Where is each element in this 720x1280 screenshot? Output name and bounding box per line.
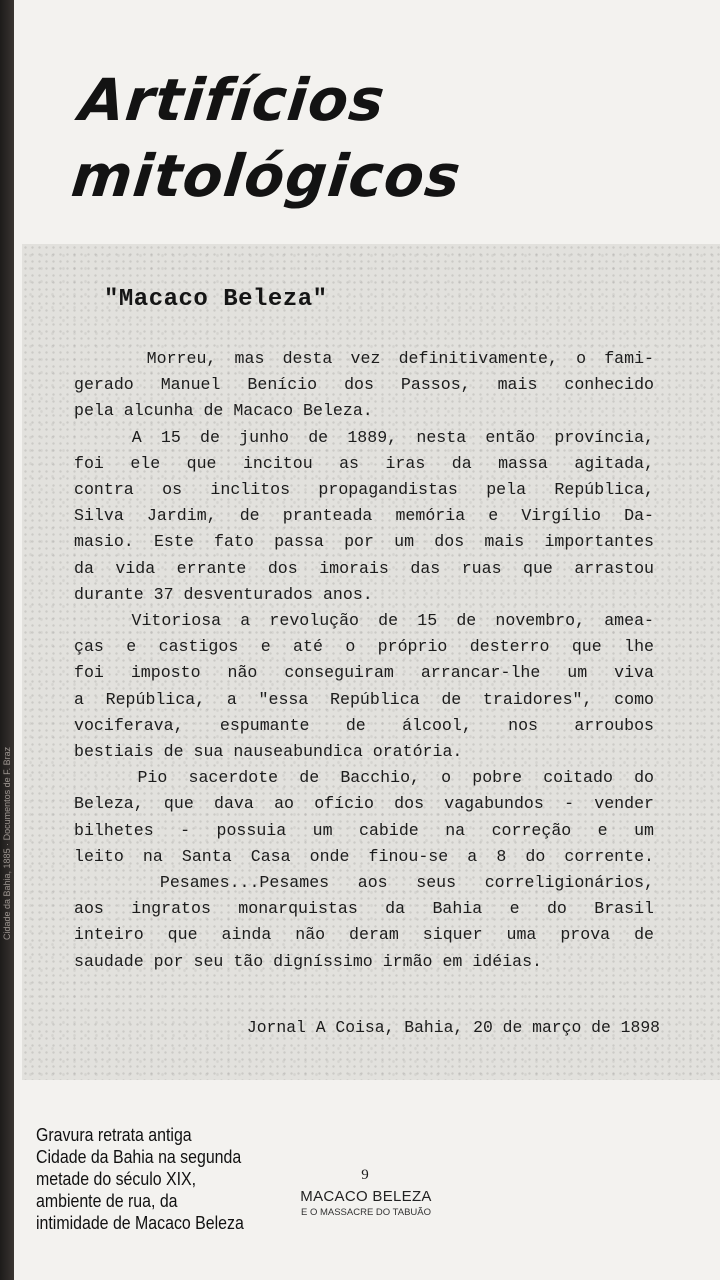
clipping-line: Vitoriosa a revolução de 15 de novembro, amea- bbox=[74, 611, 654, 631]
clipping-line: Beleza, que dava ao ofício dos vagabundos - vender bbox=[74, 794, 654, 814]
clipping-body bbox=[74, 346, 654, 975]
clipping-line: bilhetes - possuia um cabide na correção e um bbox=[74, 820, 654, 840]
clipping-line: A 15 de junho de 1889, nesta então província, bbox=[74, 427, 654, 447]
spine-text: Cidade da Bahia, 1885 · Documentos de F. Braz bbox=[2, 746, 12, 940]
page-number: 9 bbox=[361, 1167, 369, 1183]
headline-line-2: mitológicos bbox=[68, 142, 465, 210]
clipping-line: a República, a "essa República de traidores", como bbox=[74, 689, 654, 709]
clipping-line: da vida errante dos imorais das ruas que arrastou bbox=[74, 558, 654, 578]
clipping-source: Jornal A Coisa, Bahia, 20 de março de 1898 bbox=[246, 1018, 660, 1037]
image-caption bbox=[36, 1124, 251, 1234]
clipping-line: leito na Santa Casa onde finou-se a 8 do corrente. bbox=[74, 846, 654, 866]
clipping-line: inteiro que ainda não deram siquer uma prova de bbox=[74, 925, 654, 945]
caption-line: metade do século XIX, bbox=[36, 1168, 197, 1189]
clipping-line: Pesames...Pesames aos seus correligionários, bbox=[74, 873, 654, 893]
clipping-line: saudade por seu tão digníssimo irmão em idéias. bbox=[74, 951, 543, 971]
clipping-line: foi ele que incitou as iras da massa agitada, bbox=[74, 453, 654, 473]
clipping-line: Pio sacerdote de Bacchio, o pobre coitado do bbox=[74, 768, 654, 788]
caption-line: Cidade da Bahia na segunda bbox=[36, 1146, 242, 1167]
caption-line: ambiente de rua, da bbox=[36, 1190, 178, 1211]
clipping-line: Silva Jardim, de pranteada memória e Virgílio Da- bbox=[74, 506, 654, 526]
clipping-title: "Macaco Beleza" bbox=[104, 286, 328, 313]
clipping-line: durante 37 desventurados anos. bbox=[74, 584, 373, 604]
running-book-subtitle: E O MASSACRE DO TABUÃO bbox=[300, 1207, 432, 1218]
clipping-line: vociferava, espumante de álcool, nos arroubos bbox=[74, 715, 654, 735]
clipping-line: masio. Este fato passa por um dos mais importantes bbox=[74, 532, 654, 552]
clipping-line: Morreu, mas desta vez definitivamente, o fami- bbox=[74, 349, 654, 368]
clipping-line: gerado Manuel Benício dos Passos, mais conhecido bbox=[74, 375, 654, 395]
caption-line: Gravura retrata antiga bbox=[36, 1124, 192, 1145]
clipping-line: foi imposto não conseguiram arrancar-lhe um viva bbox=[74, 663, 654, 683]
clipping-line: pela alcunha de Macaco Beleza. bbox=[74, 401, 373, 421]
chapter-headline bbox=[68, 62, 644, 214]
clipping-line: ças e castigos e até o próprio desterro que lhe bbox=[74, 637, 654, 657]
running-book-title: MACACO BELEZA bbox=[300, 1188, 432, 1205]
clipping-line: aos ingratos monarquistas da Bahia e do Brasil bbox=[74, 899, 654, 919]
headline-line-1: Artifícios bbox=[76, 66, 389, 134]
caption-line: intimidade de Macaco Beleza bbox=[36, 1212, 244, 1233]
clipping-line: contra os inclitos propagandistas pela República, bbox=[74, 480, 654, 500]
clipping-line: bestiais de sua nauseabundica oratória. bbox=[74, 742, 463, 762]
